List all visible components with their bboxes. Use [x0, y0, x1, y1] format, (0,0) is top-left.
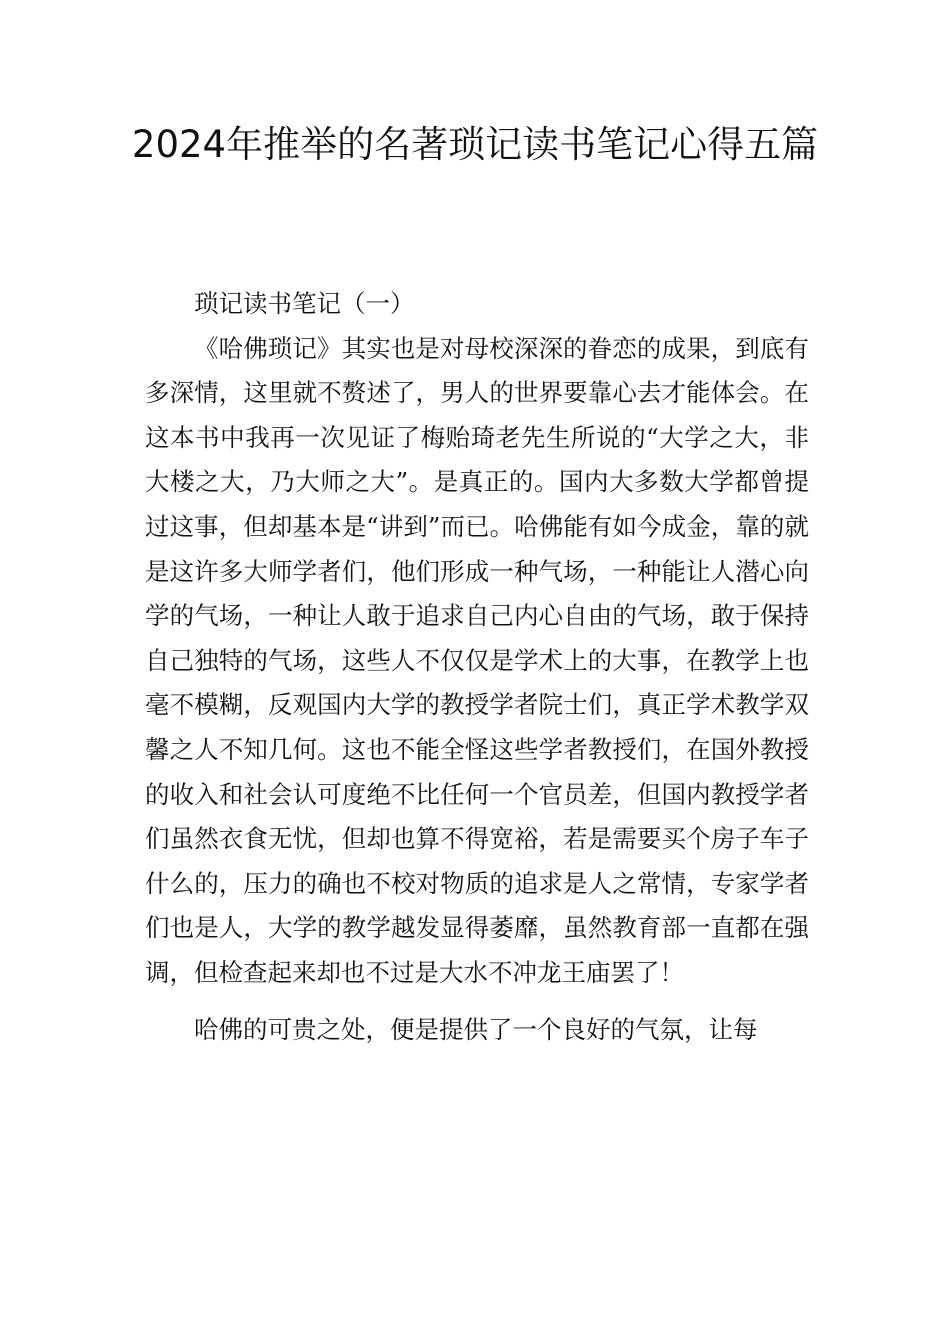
document-body — [145, 282, 809, 1052]
paragraph-2: 哈佛的可贵之处，便是提供了一个良好的气氛，让每 — [194, 1014, 758, 1044]
document-title: 2024年推举的名著琐记读书笔记心得五篇 — [131, 123, 819, 166]
paragraph-1: 《哈佛琐记》其实也是对母校深深的眷恋的成果，到底有多深情，这里就不赘述了，男人的世界要靠心去才能体会。在这本书中我再一次见证了梅贻琦老先生所说的“大学之大，非大楼之大，乃大师之大”。是真正的。国内大多数大学都曾提过这事，但却基本是“讲到”而已。哈佛能有如今成金，靠的就是这许多大师学者们，他们形成一种气场，一种能让人潜心向学的气场，一种让人敢于追求自己内心自由的气场，敢于保持自己独特的气场，这些人不仅仅是学术上的大事，在教学上也毫不模糊，反观国内大学的教授学者院士们，真正学术教学双馨之人不知几何。这也不能全怪这些学者教授们，在国外教授的收入和社会认可度绝不比任何一个官员差，但国内教授学者们虽然衣食无忧，但却也算不得宽裕，若是需要买个房子车子什么的，压力的确也不校对物质的追求是人之常情，专家学者们也是人，大学的教学越发显得萎靡，虽然教育部一直都在强调，但检查起来却也不过是大水不冲龙王庙罢了！ — [145, 333, 809, 987]
section-heading: 琐记读书笔记（一） — [194, 289, 415, 318]
